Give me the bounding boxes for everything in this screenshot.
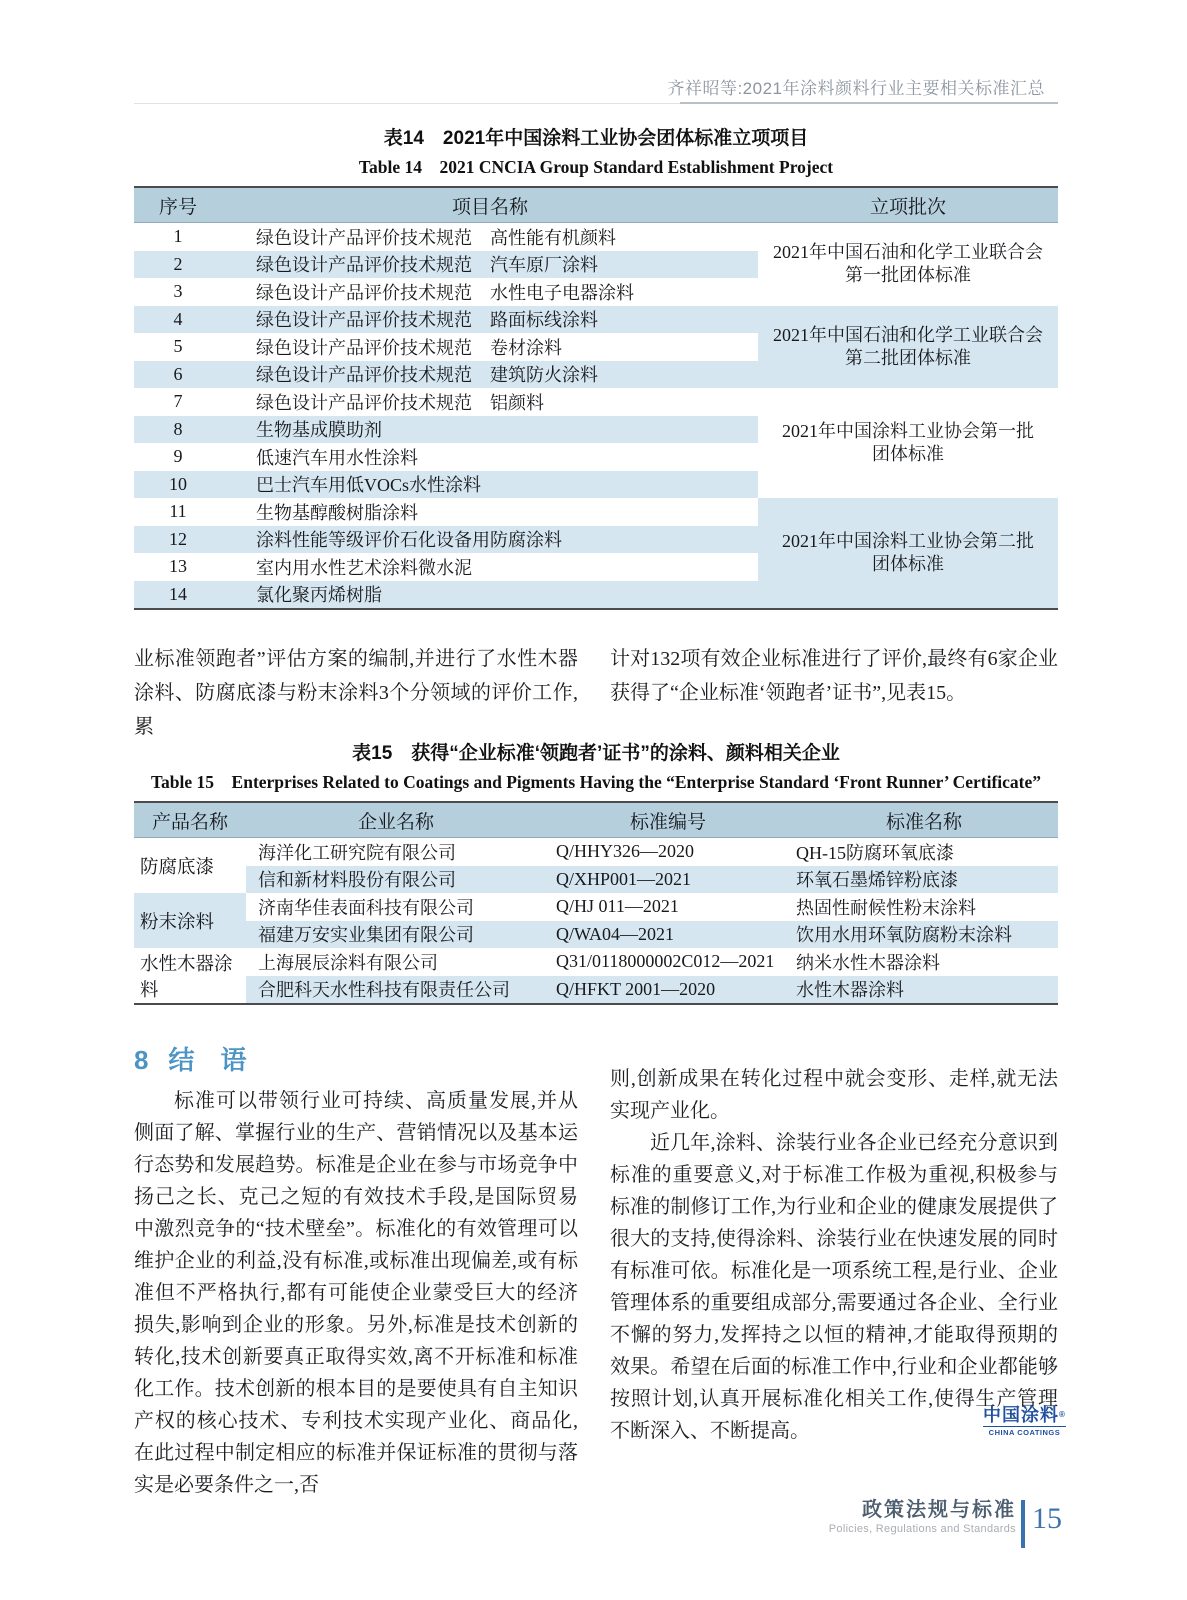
row-no: 12 [134, 526, 222, 554]
table14-section [134, 128, 1058, 610]
row-no: 1 [173, 226, 183, 247]
table-row [134, 388, 1058, 416]
section8-right-p2: 近几年,涂料、涂装行业各企业已经充分意识到标准的重要意义,对于标准工作极为重视,积极参与标准的制修订工作,为行业和企业的健康发展提供了很大的支持,使得涂料、涂装行业在快速发展的同时有标准可依。标准化是一项系统工程,是行业、企业管理体系的重要组成部分,需要通过各企业、全行业不懈的努力,发挥持之以恒的精神,才能取得预期的效果。希望在后面的标准工作中,行业和企业都能够按照计划,认真开展标准化相关工作,使得生产管理不断深入、不断提高。 [610, 1132, 1058, 1442]
row-name: 绿色设计产品评价技术规范 卷材涂料 [256, 337, 562, 358]
row-name: 涂料性能等级评价石化设备用防腐涂料 [222, 526, 758, 554]
company-cell: 上海展辰涂料有限公司 [258, 952, 438, 973]
code-cell: Q/HHY326—2020 [556, 841, 694, 862]
row-no: 10 [134, 471, 222, 499]
batch-line2: 团体标准 [872, 444, 944, 464]
row-name: 绿色设计产品评价技术规范 路面标线涂料 [222, 306, 758, 334]
row-no: 11 [169, 501, 187, 522]
row-no: 13 [169, 556, 187, 577]
product-cell: 防腐底漆 [140, 857, 215, 878]
batch-line2: 第二批团体标准 [845, 347, 971, 368]
table15-section [134, 743, 1058, 1005]
row-no: 8 [134, 416, 222, 444]
table-row [134, 948, 1058, 976]
row-name: 绿色设计产品评价技术规范 建筑防火涂料 [222, 361, 758, 389]
logo-registered-mark: ® [1059, 1410, 1066, 1419]
table15-header-company: 企业名称 [246, 802, 546, 838]
table-row [134, 866, 1058, 894]
row-name: 绿色设计产品评价技术规范 高性能有机颜料 [256, 227, 616, 248]
table-row [134, 921, 1058, 949]
section8-title: 结 语 [168, 1045, 247, 1075]
row-name: 生物基成膜助剂 [222, 416, 758, 444]
company-cell: 福建万安实业集团有限公司 [246, 921, 546, 949]
section8-right-p1: 则,创新成果在转化过程中就会变形、走样,就无法实现产业化。 [610, 1068, 1058, 1122]
page-number: 15 [1032, 1502, 1062, 1535]
mid-paragraph-left: 业标准领跑者”评估方案的编制,并进行了水性木器涂料、防腐底漆与粉末涂料3个分领域的评价工作,累 [134, 648, 578, 738]
company-cell: 济南华佳表面科技有限公司 [258, 897, 474, 918]
batch-cell [758, 306, 1058, 389]
row-no: 4 [134, 306, 222, 334]
table-row [134, 498, 1058, 526]
table15 [134, 801, 1058, 1005]
row-no: 2 [134, 251, 222, 279]
row-no: 7 [173, 391, 183, 412]
product-cell: 水性木器涂料 [140, 954, 233, 1001]
row-no: 6 [134, 361, 222, 389]
footer [829, 1498, 1016, 1537]
table14 [134, 186, 1058, 610]
code-cell: Q/HJ 011—2021 [556, 896, 679, 917]
table-row [134, 893, 1058, 921]
company-cell: 合肥科天水性科技有限责任公司 [246, 976, 546, 1005]
row-name: 生物基醇酸树脂涂料 [256, 502, 418, 523]
table14-header-no: 序号 [134, 187, 222, 223]
code-cell: Q/WA04—2021 [546, 921, 790, 949]
batch-line2: 第一批团体标准 [845, 265, 971, 286]
std-cell: QH-15防腐环氧底漆 [796, 842, 954, 863]
row-no: 14 [134, 581, 222, 610]
section8-number: 8 [134, 1045, 149, 1075]
batch-line1: 2021年中国石油和化学工业联合会 [773, 242, 1043, 263]
table14-title-en: Table 14 2021 CNCIA Group Standard Establishment Project [358, 157, 834, 177]
product-cell: 粉末涂料 [134, 893, 246, 948]
mid-paragraph [0, 642, 1187, 738]
row-name: 绿色设计产品评价技术规范 汽车原厂涂料 [222, 251, 758, 279]
footer-divider-bar [1021, 1500, 1025, 1548]
table15-header-product: 产品名称 [134, 802, 246, 838]
logo-cn-text [983, 1406, 1066, 1424]
table15-title-en: Table 15 Enterprises Related to Coatings and Pigments Having the “Enterprise Standard ‘Front Runner’ Certificate” [150, 772, 1042, 792]
section8-heading [134, 1040, 246, 1077]
table14-title-cn: 表14 2021年中国涂料工业协会团体标准立项项目 [383, 128, 809, 149]
table14-header-row [134, 187, 1058, 223]
std-cell: 热固性耐候性粉末涂料 [796, 897, 976, 918]
footer-section-title-en: Policies, Regulations and Standards [828, 1523, 1016, 1535]
table-row [134, 976, 1058, 1005]
section8-right-column [610, 1063, 1058, 1447]
table15-header-row [134, 802, 1058, 838]
section8-left-column: 标准可以带领行业可持续、高质量发展,并从侧面了解、掌握行业的生产、营销情况以及基本运行态势和发展趋势。标准是企业在参与市场竞争中扬己之长、克己之短的有效技术手段,是国际贸易中激烈竞争的“技术壁垒”。标准化的有效管理可以维护企业的利益,没有标准,或标准出现偏差,或有标准但不严格执行,都有可能使企业蒙受巨大的经济损失,影响到企业的形象。另外,标准是技术创新的转化,技术创新要真正取得实效,离不开标准和标准化工作。技术创新的根本目的是要使具有自主知识产权的核心技术、专利技术实现产业化、商品化,在此过程中制定相应的标准并保证标准的贯彻与落实是必要条件之一,否 [134, 1090, 578, 1496]
row-name: 室内用水性艺术涂料微水泥 [256, 557, 472, 578]
row-name: 绿色设计产品评价技术规范 铝颜料 [256, 392, 544, 413]
mid-paragraph-right: 计对132项有效企业标准进行了评价,最终有6家企业获得了“企业标准‘领跑者’证书”,见表15。 [610, 648, 1058, 704]
batch-line1: 2021年中国石油和化学工业联合会 [773, 324, 1043, 345]
company-cell: 海洋化工研究院有限公司 [258, 842, 456, 863]
logo-cn-chars: 中国涂料 [983, 1405, 1059, 1425]
table-row [134, 838, 1058, 866]
row-name: 氯化聚丙烯树脂 [222, 581, 758, 610]
row-name: 绿色设计产品评价技术规范 水性电子电器涂料 [256, 282, 634, 303]
std-cell: 纳米水性木器涂料 [796, 952, 940, 973]
batch-cell [758, 223, 1058, 306]
batch-line2: 团体标准 [872, 554, 944, 574]
code-cell: Q31/0118000002C012—2021 [556, 951, 775, 972]
company-cell: 信和新材料股份有限公司 [246, 866, 546, 894]
running-head: 齐祥昭等:2021年涂料颜料行业主要相关标准汇总 [667, 79, 1045, 98]
row-name: 巴士汽车用低VOCs水性涂料 [222, 471, 758, 499]
row-name: 低速汽车用水性涂料 [256, 447, 418, 468]
std-cell: 饮用水用环氧防腐粉末涂料 [790, 921, 1058, 949]
row-no: 5 [173, 336, 183, 357]
table-row [134, 223, 1058, 251]
batch-line1: 2021年中国涂料工业协会第二批 [782, 531, 1034, 551]
row-no: 3 [173, 281, 183, 302]
header-rule-underline [680, 102, 1058, 104]
footer-section-title-cn: 政策法规与标准 [862, 1499, 1016, 1521]
code-cell: Q/XHP001—2021 [546, 866, 790, 894]
std-cell: 环氧石墨烯锌粉底漆 [790, 866, 1058, 894]
china-coatings-logo [983, 1406, 1066, 1438]
table15-header-std: 标准名称 [790, 802, 1058, 838]
logo-en-text: CHINA COATINGS [983, 1426, 1066, 1438]
table14-header-name: 项目名称 [222, 187, 758, 223]
table15-title-cn: 表15 获得“企业标准‘领跑者’证书”的涂料、颜料相关企业 [352, 743, 840, 764]
table15-header-code: 标准编号 [546, 802, 790, 838]
code-cell: Q/HFKT 2001—2020 [546, 976, 790, 1005]
batch-line1: 2021年中国涂料工业协会第一批 [782, 421, 1034, 441]
batch-cell [758, 388, 1058, 498]
row-no: 9 [173, 446, 183, 467]
table14-header-batch: 立项批次 [758, 187, 1058, 223]
table-row [134, 306, 1058, 334]
std-cell: 水性木器涂料 [790, 976, 1058, 1005]
batch-cell [758, 498, 1058, 609]
